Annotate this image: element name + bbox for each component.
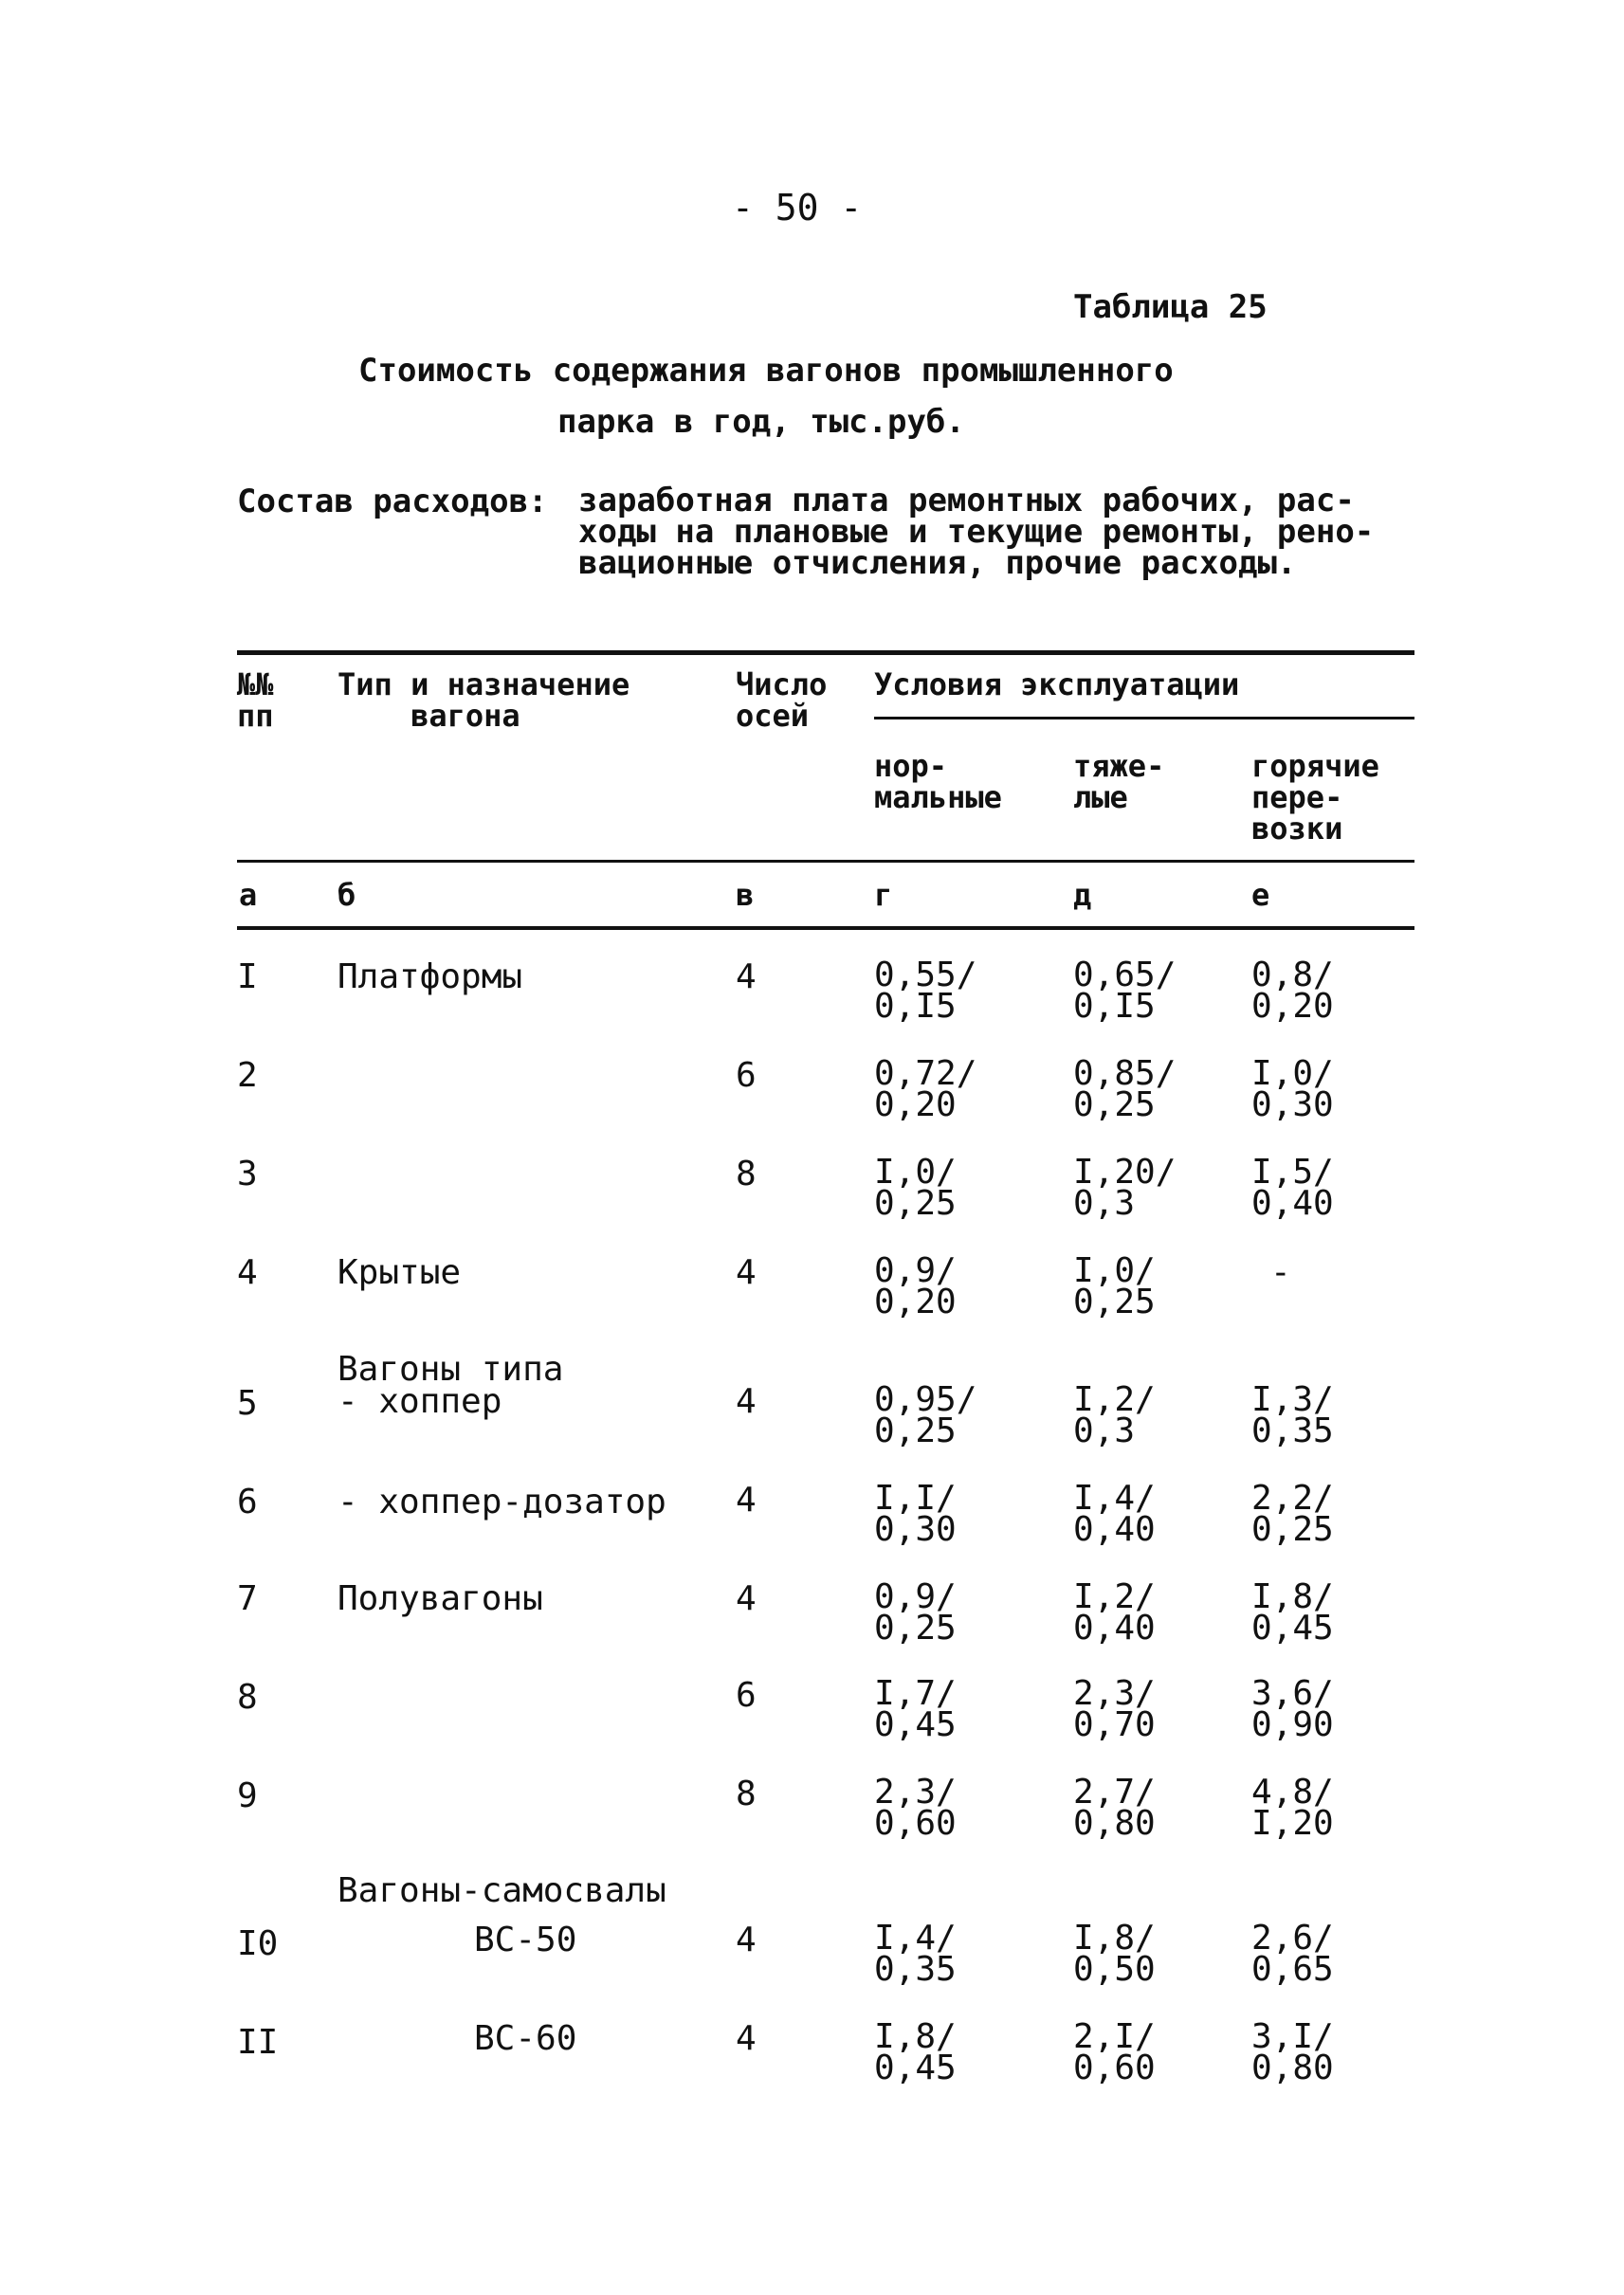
row-type: Полувагоны	[338, 1579, 543, 1618]
row-heavy: 0,85/ 0,25	[1073, 1054, 1177, 1124]
row-hot: I,3/ 0,35	[1251, 1380, 1334, 1450]
column-letter: б	[338, 877, 356, 913]
composition-line: ходы на плановые и текущие ремонты, рено-	[578, 513, 1375, 551]
row-heavy: I,0/ 0,25	[1073, 1251, 1156, 1321]
row-hot: I,5/ 0,40	[1251, 1153, 1334, 1223]
row-number: 6	[237, 1483, 258, 1521]
row-number: 3	[237, 1155, 258, 1193]
row-normal: I,7/ 0,45	[874, 1674, 957, 1744]
column-letter: в	[736, 877, 755, 913]
row-type: - хоппер-дозатор	[338, 1483, 666, 1521]
row-hot: 3,I/ 0,80	[1251, 2017, 1334, 2087]
row-axles: 4	[736, 1382, 757, 1421]
row-axles: 4	[736, 1481, 757, 1520]
group-label: Вагоны-самосвалы	[338, 1871, 666, 1910]
header-axles: Число осей	[736, 666, 828, 734]
row-heavy: I,20/ 0,3	[1073, 1153, 1177, 1223]
row-normal: 0,9/ 0,25	[874, 1577, 957, 1648]
header-heavy: тяже- лые	[1073, 748, 1165, 815]
composition-text	[578, 482, 1375, 582]
header-bottom-rule	[237, 860, 1414, 863]
row-axles: 8	[736, 1775, 757, 1813]
row-type: ВС-50	[474, 1921, 577, 1959]
row-hot: -	[1270, 1253, 1291, 1292]
row-hot: 2,6/ 0,65	[1251, 1919, 1334, 1989]
row-hot: 3,6/ 0,90	[1251, 1674, 1334, 1744]
row-number: I0	[237, 1924, 279, 1963]
row-normal: 0,95/ 0,25	[874, 1380, 977, 1450]
row-number: 7	[237, 1579, 258, 1618]
row-axles: 4	[736, 2019, 757, 2058]
row-axles: 4	[736, 957, 757, 996]
row-heavy: 0,65/ 0,I5	[1073, 956, 1177, 1026]
row-normal: I,4/ 0,35	[874, 1919, 957, 1989]
row-normal: 0,72/ 0,20	[874, 1054, 977, 1124]
row-hot: I,8/ 0,45	[1251, 1577, 1334, 1648]
table-top-rule	[237, 650, 1414, 655]
row-heavy: 2,3/ 0,70	[1073, 1674, 1156, 1744]
table-title-line-2: парка в год, тыс.руб.	[557, 403, 965, 441]
column-letter: г	[874, 877, 893, 913]
row-heavy: I,4/ 0,40	[1073, 1479, 1156, 1549]
row-number: II	[237, 2023, 279, 2062]
row-normal: 0,9/ 0,20	[874, 1251, 957, 1321]
composition-line: заработная плата ремонтных рабочих, рас-	[578, 482, 1355, 519]
header-num: №№ пп	[237, 666, 274, 734]
row-type: ВС-60	[474, 2019, 577, 2058]
header-normal: нор- мальные	[874, 748, 1002, 815]
row-type: Крытые	[338, 1253, 462, 1292]
row-number: 9	[237, 1776, 258, 1815]
row-axles: 4	[736, 1579, 757, 1618]
row-number: 5	[237, 1384, 258, 1423]
row-heavy: 2,I/ 0,60	[1073, 2017, 1156, 2087]
row-number: 8	[237, 1678, 258, 1717]
row-type: Платформы	[338, 957, 523, 996]
row-normal: 2,3/ 0,60	[874, 1773, 957, 1843]
row-number: 4	[237, 1253, 258, 1292]
row-axles: 8	[736, 1155, 757, 1193]
row-number: I	[237, 957, 258, 996]
row-hot: I,0/ 0,30	[1251, 1054, 1334, 1124]
column-letter: д	[1073, 877, 1092, 913]
row-hot: 4,8/ I,20	[1251, 1773, 1334, 1843]
letters-bottom-rule	[237, 926, 1414, 930]
composition-line: вационные отчисления, прочие расходы.	[578, 544, 1297, 582]
row-axles: 6	[736, 1056, 757, 1095]
table-title-line-1: Стоимость содержания вагонов промышленного	[358, 352, 1174, 390]
row-normal: I,8/ 0,45	[874, 2017, 957, 2087]
row-heavy: I,2/ 0,3	[1073, 1380, 1156, 1450]
row-heavy: 2,7/ 0,80	[1073, 1773, 1156, 1843]
row-number: 2	[237, 1056, 258, 1095]
row-normal: I,I/ 0,30	[874, 1479, 957, 1549]
row-axles: 6	[736, 1676, 757, 1715]
composition-label: Состав расходов:	[237, 483, 548, 520]
row-hot: 2,2/ 0,25	[1251, 1479, 1334, 1549]
row-normal: 0,55/ 0,I5	[874, 956, 977, 1026]
row-normal: I,0/ 0,25	[874, 1153, 957, 1223]
header-type: Тип и назначение вагона	[338, 666, 630, 734]
row-type: Вагоны типа - хоппер	[338, 1350, 564, 1421]
row-heavy: I,2/ 0,40	[1073, 1577, 1156, 1648]
header-conditions: Условия эксплуатации	[874, 666, 1240, 702]
row-axles: 4	[736, 1253, 757, 1292]
table-label: Таблица 25	[1073, 288, 1268, 326]
row-heavy: I,8/ 0,50	[1073, 1919, 1156, 1989]
row-axles: 4	[736, 1921, 757, 1959]
column-letter: е	[1251, 877, 1270, 913]
page-number: - 50 -	[732, 187, 863, 228]
header-hot: горячие пере- возки	[1251, 748, 1379, 847]
conditions-rule	[874, 717, 1414, 719]
row-hot: 0,8/ 0,20	[1251, 956, 1334, 1026]
column-letter: а	[239, 877, 258, 913]
